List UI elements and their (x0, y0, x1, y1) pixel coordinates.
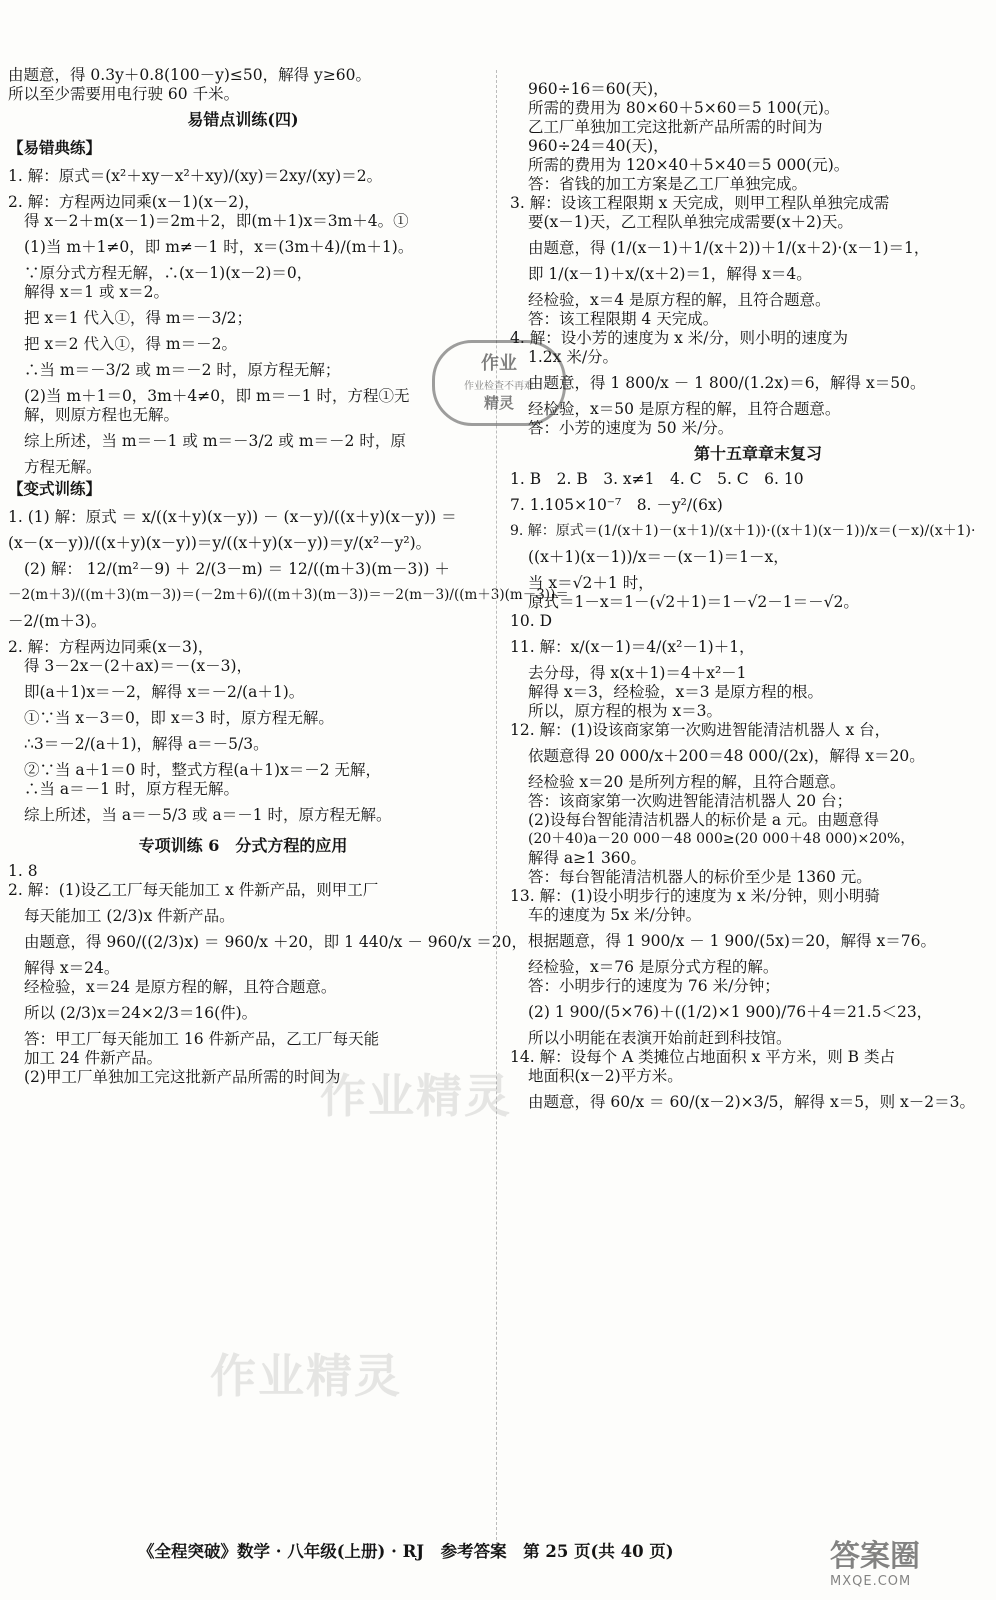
text-line: 原式＝1－x＝1－(√2＋1)＝1－√2－1＝－√2。 (528, 593, 859, 611)
text-line: (1)当 m＋1≠0，即 m≠－1 时，x＝(3m＋4)/(m＋1)。 (24, 238, 414, 256)
text-line: 依题意得 20 000/x＋200＝48 000/(2x)，解得 x＝20。 (528, 747, 925, 765)
text-line: ∵原分式方程无解，∴(x－1)(x－2)＝0， (24, 264, 313, 282)
text-line: 答：每台智能清洁机器人的标价至少是 1360 元。 (528, 868, 872, 886)
text-line: 根据题意，得 1 900/x － 1 900/(5x)＝20，解得 x＝76。 (528, 932, 937, 950)
stamp-seal: 作业 作业检查不再难 精灵 (432, 340, 566, 426)
text-line: 答：省钱的加工方案是乙工厂单独完成。 (528, 175, 808, 193)
text-line: 得 x－2＋m(x－1)＝2m＋2，即(m＋1)x＝3m＋4。① (24, 212, 409, 230)
text-line: 解得 x＝24。 (24, 959, 120, 977)
text-line: 所以至少需要用电行驶 60 千米。 (8, 85, 240, 103)
text-line: 由题意，得 960/((2/3)x) ＝ 960/x ＋20，即 1 440/x － 960/x ＝20， (24, 933, 527, 951)
text-line: 13. 解：(1)设小明步行的速度为 x 米/分钟，则小明骑 (510, 887, 880, 905)
text-line: 当 x＝√2＋1 时， (528, 574, 654, 592)
text-line: ((x＋1)(x－1))/x＝－(x－1)＝1－x， (528, 548, 789, 566)
text-line: 答：该工程限期 4 天完成。 (528, 310, 719, 328)
subsection-label: 【变式训练】 (8, 479, 102, 498)
text-line: 1. 解：原式＝(x²＋xy－x²＋xy)/(xy)＝2xy/(xy)＝2。 (8, 167, 383, 185)
text-line: 解得 x＝3，经检验，x＝3 是原方程的根。 (528, 683, 824, 701)
page-footer: 《全程突破》数学 · 八年级(上册) · RJ 参考答案 第 25 页(共 40 页) (138, 1542, 674, 1561)
text-line: 把 x＝1 代入①，得 m＝－3/2； (24, 309, 253, 327)
text-line: 经检验，x＝50 是原方程的解，且符合题意。 (528, 400, 841, 418)
text-line: 960÷16＝60(天)， (528, 80, 669, 98)
text-line: ∴3＝－2/(a＋1)，解得 a＝－5/3。 (24, 735, 269, 753)
text-line: 即 1/(x－1)＋x/(x＋2)＝1，解得 x＝4。 (528, 265, 812, 283)
subsection-label: 【易错典练】 (8, 138, 102, 157)
text-line: 由题意，得 60/x ＝ 60/(x－2)×3/5，解得 x＝5，则 x－2＝3。 (528, 1093, 975, 1111)
text-line: 地面积(x－2)平方米。 (528, 1067, 683, 1085)
text-line: ∴当 m＝－3/2 或 m＝－2 时，原方程无解； (24, 361, 341, 379)
text-line: ∴当 a＝－1 时，原方程无解。 (24, 780, 239, 798)
text-line: (2)设每台智能清洁机器人的标价是 a 元。由题意得 (528, 811, 880, 829)
text-line: (x－(x－y))/((x＋y)(x－y))＝y/((x＋y)(x－y))＝y/(x²－y²)。 (8, 534, 432, 552)
text-line: 答：小芳的速度为 50 米/分。 (528, 419, 734, 437)
text-line: 乙工厂单独加工完这批新产品所需的时间为 (528, 118, 823, 136)
text-line: 所需的费用为 120×40＋5×40＝5 000(元)。 (528, 156, 850, 174)
right-column (510, 80, 988, 1119)
text-line: 11. 解：x/(x－1)＝4/(x²－1)＋1， (510, 638, 755, 656)
section-heading: 易错点训练(四) (187, 110, 299, 129)
text-line: 所需的费用为 80×60＋5×60＝5 100(元)。 (528, 99, 840, 117)
text-line: (2) 解： 12/(m²－9) ＋ 2/(3－m) ＝ 12/((m＋3)(m－3)) ＋ (24, 560, 450, 578)
text-line: 经检验，x＝76 是原分式方程的解。 (528, 958, 779, 976)
text-line: 1. 8 (8, 862, 38, 880)
text-line: 2. 解：(1)设乙工厂每天能加工 x 件新产品，则甲工厂 (8, 881, 379, 899)
text-line: 方程无解。 (24, 458, 102, 476)
text-line: 由题意，得 0.3y＋0.8(100－y)≤50，解得 y≥60。 (8, 66, 372, 84)
text-line: 车的速度为 5x 米/分钟。 (528, 906, 702, 924)
text-line: 9. 解：原式＝(1/(x＋1)－(x＋1)/(x＋1))·((x＋1)(x－1))/x＝(－x)/(x＋1)· (510, 523, 976, 539)
text-line: 所以，原方程的根为 x＝3。 (528, 702, 723, 720)
text-line: 加工 24 件新产品。 (24, 1049, 163, 1067)
text-line: 经检验，x＝24 是原方程的解，且符合题意。 (24, 978, 337, 996)
text-line: 把 x＝2 代入①，得 m＝－2。 (24, 335, 237, 353)
text-line: 14. 解：设每个 A 类摊位占地面积 x 平方米，则 B 类占 (510, 1048, 895, 1066)
text-line: 答：甲工厂每天能加工 16 件新产品，乙工厂每天能 (24, 1030, 380, 1048)
text-line: ①∵当 x－3＝0，即 x＝3 时，原方程无解。 (24, 709, 334, 727)
text-line: 得 3－2x－(2＋ax)＝－(x－3)， (24, 657, 253, 675)
watermark-logo: 作业精灵 (210, 1349, 402, 1403)
text-line: 10. D (510, 612, 553, 630)
text-line: 经检验 x＝20 是所列方程的解，且符合题意。 (528, 773, 846, 791)
text-line: 3. 解：设该工程限期 x 天完成，则甲工程队单独完成需 (510, 194, 890, 212)
text-line: 答：小明步行的速度为 76 米/分钟； (528, 977, 780, 995)
text-line: 960÷24＝40(天)， (528, 137, 669, 155)
text-line: 解，则原方程也无解。 (24, 406, 180, 424)
text-line: 去分母，得 x(x＋1)＝4＋x²－1 (528, 664, 747, 682)
text-line: (2) 1 900/(5×76)＋((1/2)×1 900)/76＋4＝21.5＜23， (528, 1003, 933, 1021)
text-line: 1. B 2. B 3. x≠1 4. C 5. C 6. 10 (510, 470, 804, 488)
text-line: －2(m＋3)/((m＋3)(m－3))＝(－2m＋6)/((m＋3)(m－3))＝－2(m－3)/((m＋3)(m－3))＝ (8, 587, 569, 603)
text-line: 答：该商家第一次购进智能清洁机器人 20 台； (528, 792, 853, 810)
text-line: 由题意，得 1 800/x － 1 800/(1.2x)＝6，解得 x＝50。 (528, 374, 926, 392)
text-line: (20＋40)a－20 000－48 000≥(20 000＋48 000)×20%， (528, 831, 915, 847)
text-line: (2)当 m＋1＝0，3m＋4≠0，即 m＝－1 时，方程①无 (24, 387, 410, 405)
text-line: 所以 (2/3)x＝24×2/3＝16(件)。 (24, 1004, 258, 1022)
text-line: 7. 1.105×10⁻⁷ 8. －y²/(6x) (510, 496, 723, 514)
column-divider (496, 70, 497, 1550)
text-line: 经检验，x＝4 是原方程的解，且符合题意。 (528, 291, 831, 309)
text-line: 要(x－1)天，乙工程队单独完成需要(x＋2)天。 (528, 213, 853, 231)
section-heading: 第十五章章末复习 (693, 444, 822, 463)
text-line: 综上所述，当 a＝－5/3 或 a＝－1 时，原方程无解。 (24, 806, 392, 824)
text-line: 2. 解：方程两边同乘(x－1)(x－2)， (8, 193, 260, 211)
text-line: 1. (1) 解：原式 ＝ x/((x＋y)(x－y)) － (x－y)/((x＋y)(x－y)) ＝ (8, 508, 457, 526)
text-line: 解得 x＝1 或 x＝2。 (24, 283, 169, 301)
site-logo: 答案圈 MXQE.COM (830, 1539, 920, 1589)
text-line: 由题意，得 (1/(x－1)＋1/(x＋2))＋1/(x＋2)·(x－1)＝1， (528, 239, 930, 257)
text-line: 解得 a≥1 360。 (528, 849, 647, 867)
text-line: 即(a＋1)x＝－2，解得 x＝－2/(a＋1)。 (24, 683, 305, 701)
text-line: 所以小明能在表演开始前赶到科技馆。 (528, 1029, 792, 1047)
text-line: 12. 解：(1)设该商家第一次购进智能清洁机器人 x 台， (510, 721, 891, 739)
text-line: 每天能加工 (2/3)x 件新产品。 (24, 907, 235, 925)
text-line: 2. 解：方程两边同乘(x－3)， (8, 638, 214, 656)
text-line: －2/(m＋3)。 (8, 612, 107, 630)
section-heading: 专项训练 6 分式方程的应用 (138, 836, 348, 855)
text-line: 综上所述，当 m＝－1 或 m＝－3/2 或 m＝－2 时，原 (24, 432, 406, 450)
text-line: 4. 解：设小芳的速度为 x 米/分，则小明的速度为 (510, 329, 849, 347)
watermark-logo: 作业精灵 (320, 1069, 512, 1123)
text-line: (2)甲工厂单独加工完这批新产品所需的时间为 (24, 1068, 341, 1086)
text-line: 1.2x 米/分。 (528, 348, 619, 366)
text-line: ②∵当 a＋1＝0 时，整式方程(a＋1)x＝－2 无解， (24, 761, 382, 779)
